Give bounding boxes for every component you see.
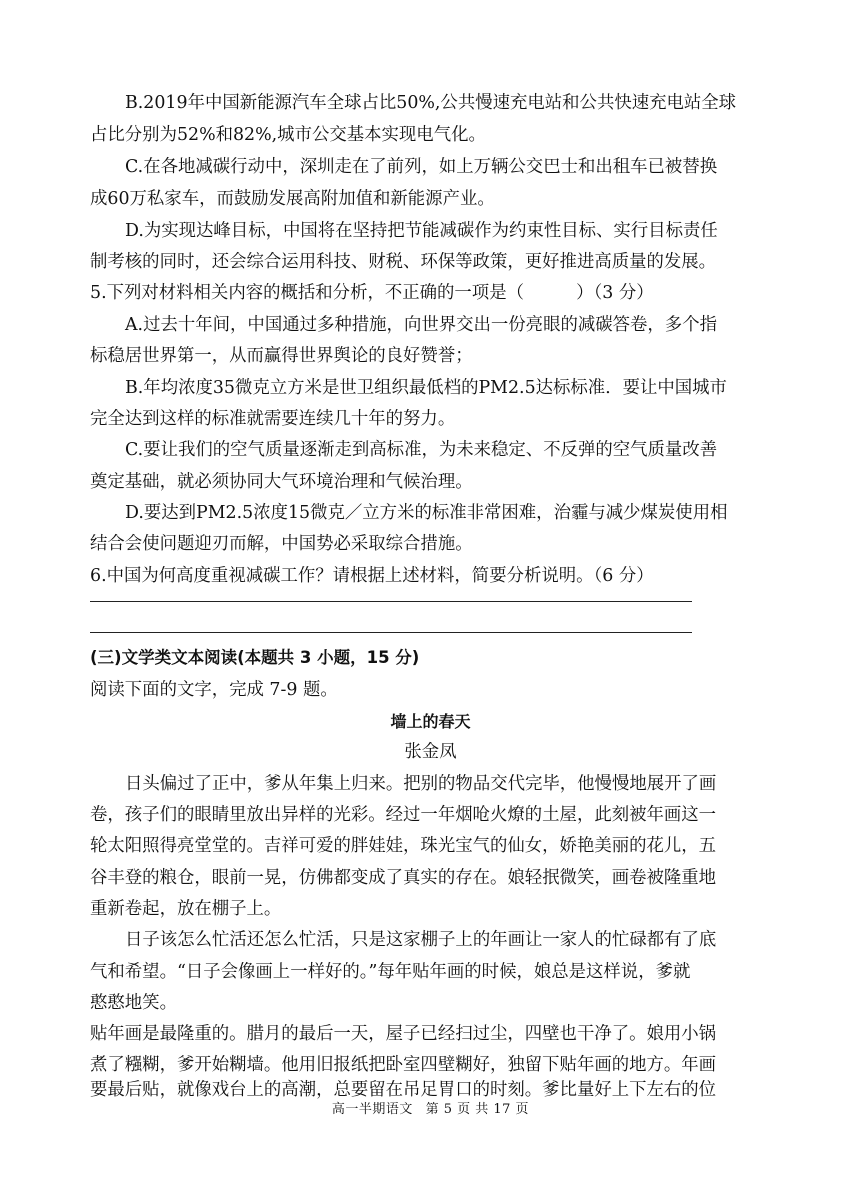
answer-line — [90, 632, 692, 633]
page-footer — [0, 1098, 861, 1117]
footer-page-number: 第 5 页 共 17 页 — [425, 1102, 530, 1117]
story-title: 墙上的春天 — [390, 712, 471, 731]
story-line: 贴年画是最隆重的。腊月的最后一天，屋子已经扫过尘，四壁也干净了。娘用小锅 — [90, 1024, 717, 1044]
story-author: 张金凤 — [404, 742, 457, 762]
text-line: 奠定基础，就必须协同大气环境治理和气候治理。 — [90, 472, 473, 492]
text-line: 结合会使问题迎刃而解，中国势必采取综合措施。 — [90, 534, 473, 554]
option-b: B.年均浓度35微克立方米是世卫组织最低档的PM2.5达标标准．要让中国城市 — [125, 378, 727, 398]
instruction: 阅读下面的文字，完成 7-9 题。 — [90, 680, 338, 700]
story-line: 日头偏过了正中，爹从年集上归来。把别的物品交代完毕，他慢慢地展开了画 — [125, 774, 717, 794]
text-line: D.为实现达峰目标，中国将在坚持把节能减碳作为约束性目标、实行目标责任 — [125, 221, 718, 241]
story-line: 日子该怎么忙活还怎么忙活，只是这家棚子上的年画让一家人的忙碌都有了底 — [125, 930, 717, 950]
section-heading: (三)文学类文本阅读(本题共 3 小题，15 分) — [90, 648, 420, 667]
option-c: C.要让我们的空气质量逐渐走到高标准，为未来稳定、不反弹的空气质量改善 — [125, 440, 718, 460]
story-line: 煮了糨糊，爹开始糊墙。他用旧报纸把卧室四壁糊好，独留下贴年画的地方。年画 — [90, 1055, 717, 1075]
text-line: 标稳居世界第一，从而赢得世界舆论的良好赞誉； — [90, 346, 473, 366]
text-line: C.在各地减碳行动中，深圳走在了前列，如上万辆公交巴士和出租车已被替换 — [125, 157, 718, 177]
option-d: D.要达到PM2.5浓度15微克／立方米的标准非常困难，治霾与减少煤炭使用相 — [125, 503, 728, 523]
story-line: 要最后贴，就像戏台上的高潮，总要留在吊足胃口的时刻。爹比量好上下左右的位 — [90, 1080, 717, 1100]
question-6: 6.中国为何高度重视减碳工作？请根据上述材料，简要分析说明。（6 分） — [90, 566, 654, 586]
story-line: 谷丰登的粮仓，眼前一晃，仿佛都变成了真实的存在。娘轻抿微笑，画卷被隆重地 — [90, 868, 717, 888]
text-line: 占比分别为52%和82%,城市公交基本实现电气化。 — [90, 125, 486, 145]
text-line: B.2019年中国新能源汽车全球占比50%,公共慢速充电站和公共快速充电站全球 — [125, 93, 737, 113]
story-line: 卷，孩子们的眼睛里放出异样的光彩。经过一年烟呛火燎的土屋，此刻被年画这一 — [90, 805, 717, 825]
story-line: 气和希望。“日子会像画上一样好的。”每年贴年画的时候，娘总是这样说，爹就 — [90, 962, 691, 982]
option-a: A.过去十年间，中国通过多种措施，向世界交出一份亮眼的减碳答卷，多个指 — [125, 315, 717, 335]
story-line: 重新卷起，放在棚子上。 — [90, 899, 282, 919]
text-line: 成60万私家车，而鼓励发展高附加值和新能源产业。 — [90, 189, 495, 209]
story-line: 憨憨地笑。 — [90, 993, 177, 1013]
question-5: 5.下列对材料相关内容的概括和分析，不正确的一项是（ ）（3 分） — [90, 283, 654, 303]
text-line: 制考核的同时，还会综合运用科技、财税、环保等政策，更好推进高质量的发展。 — [90, 252, 717, 272]
story-line: 轮太阳照得亮堂堂的。吉祥可爱的胖娃娃，珠光宝气的仙女，娇艳美丽的花儿，五 — [90, 836, 717, 856]
text-line: 完全达到这样的标准就需要连续几十年的努力。 — [90, 409, 456, 429]
answer-line — [90, 601, 692, 602]
footer-course: 高一半期语文 — [331, 1102, 413, 1117]
